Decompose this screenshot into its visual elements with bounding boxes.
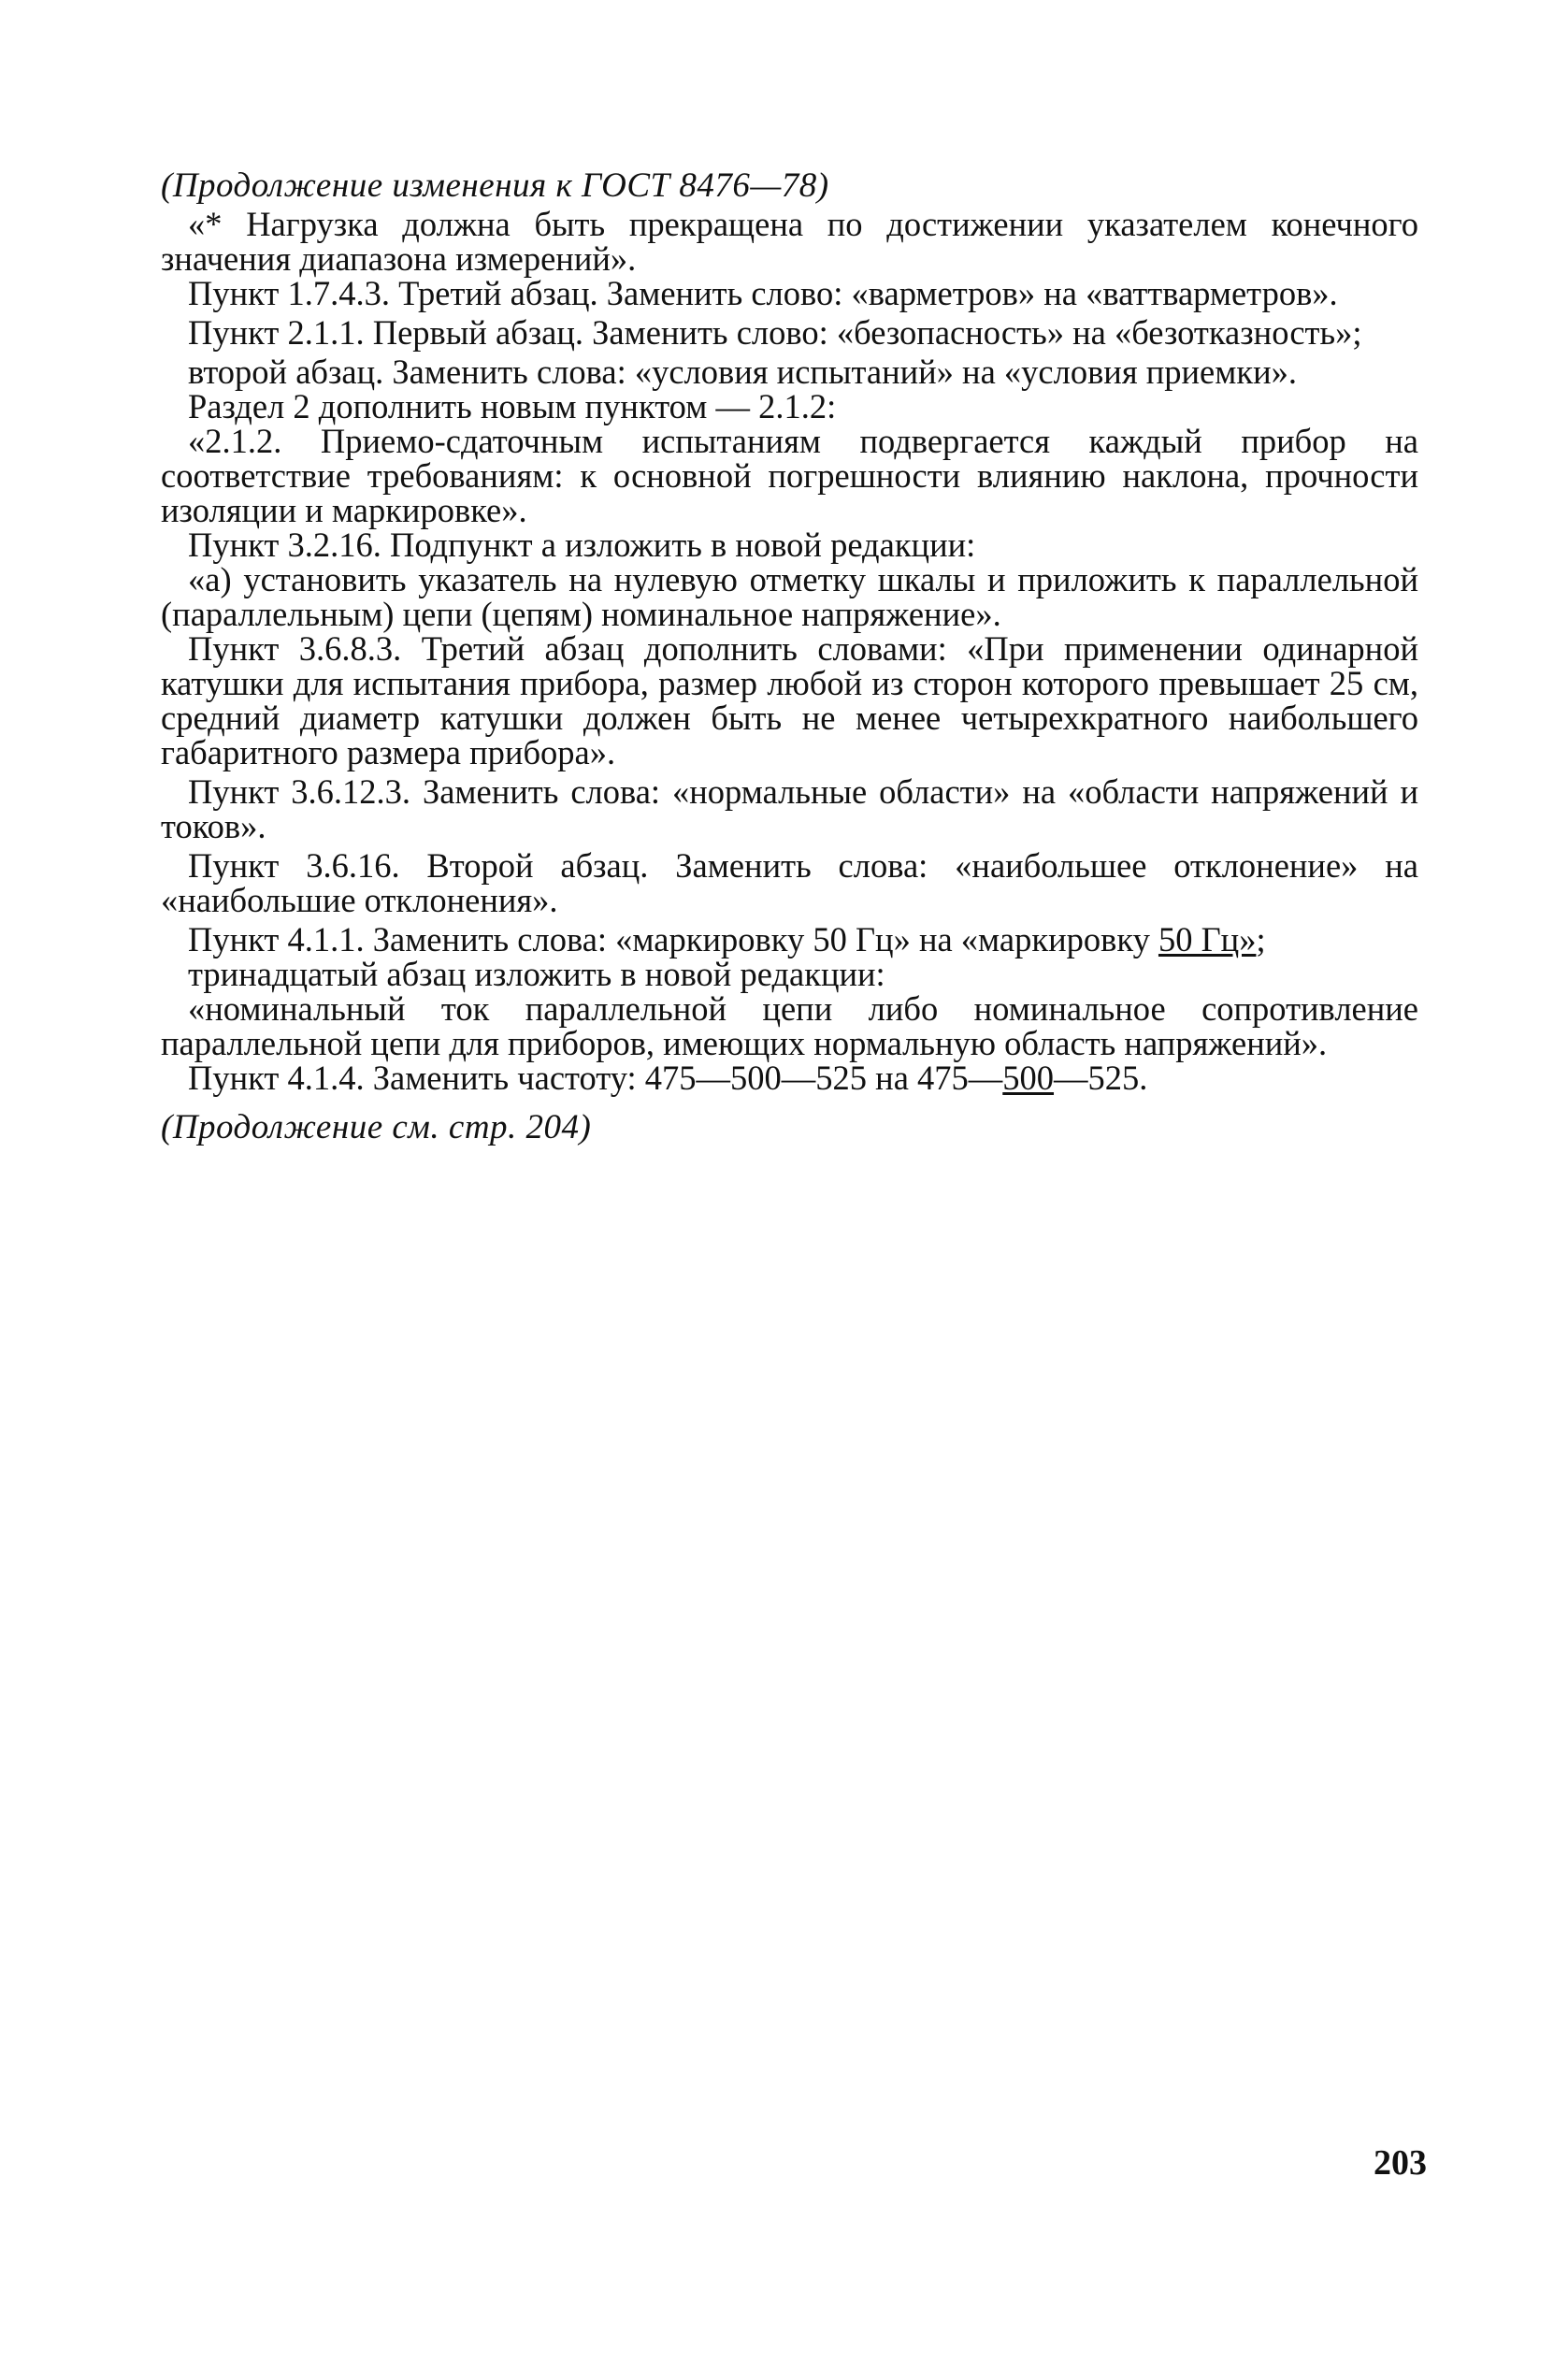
paragraph-nominal-current: «номинальный ток параллельной цепи либо номинальное сопротивление параллельной цепи для приборов, имеющих нормальную область напряжений».: [161, 989, 1418, 1062]
paragraph-2-1-1-second: второй абзац. Заменить слова: «условия испытаний» на «условия приемки».: [188, 353, 1298, 391]
continuation-header: (Продолжение изменения к ГОСТ 8476—78): [161, 166, 829, 205]
amendment-text: [161, 168, 1418, 1145]
page-number: 203: [1374, 2143, 1427, 2183]
paragraph-4-1-1-thirteenth: тринадцатый абзац изложить в новой редакции:: [188, 955, 885, 993]
paragraph-3-6-8-3: Пункт 3.6.8.3. Третий абзац дополнить словами: «При применении одинарной катушки для испытания прибора, размер любой из сторон которого превышает 25 см, средний диаметр катушки должен быть не менее четырехкратного наибольшего габаритного размера прибора».: [161, 629, 1418, 771]
underlined-text: 50 Гц»: [1158, 920, 1257, 959]
paragraph-3-6-12-3: Пункт 3.6.12.3. Заменить слова: «нормальные области» на «области напряжений и токов».: [161, 772, 1418, 845]
paragraph-section-2: Раздел 2 дополнить новым пунктом — 2.1.2:: [188, 387, 837, 425]
paragraph-3-6-16: Пункт 3.6.16. Второй абзац. Заменить слова: «наибольшее отклонение» на «наибольшие отклонения».: [161, 846, 1418, 919]
paragraph-load-note: «* Нагрузка должна быть прекращена по достижении указателем конечного значения диапазона измерений».: [161, 205, 1418, 278]
paragraph-4-1-4-end: —525.: [1054, 1059, 1148, 1097]
paragraph-2-1-2: «2.1.2. Приемо-сдаточным испытаниям подвергается каждый прибор на соответствие требованиям: к основной погрешности влиянию наклона, прочности изоляции и маркировке».: [161, 422, 1418, 529]
continuation-note: (Продолжение см. стр. 204): [161, 1108, 592, 1146]
paragraph-2-1-1: Пункт 2.1.1. Первый абзац. Заменить слово: «безопасность» на «безотказность»;: [188, 313, 1362, 352]
paragraph-1-7-4-3: Пункт 1.7.4.3. Третий абзац. Заменить слово: «варметров» на «ваттварметров».: [188, 274, 1338, 312]
paragraph-4-1-1-end: ;: [1256, 920, 1266, 959]
paragraph-4-1-1: [161, 922, 1418, 957]
paragraph-3-2-16: Пункт 3.2.16. Подпункт а изложить в новой редакции:: [188, 526, 976, 564]
paragraph-4-1-4-text: Пункт 4.1.4. Заменить частоту: 475—500—525 на 475—: [188, 1059, 1003, 1097]
paragraph-4-1-4: [161, 1060, 1418, 1095]
paragraph-3-2-16-a: «а) установить указатель на нулевую отметку шкалы и приложить к параллельной (параллельным) цепи (цепям) номинальное напряжение».: [161, 560, 1418, 633]
underlined-frequency: 500: [1002, 1059, 1055, 1097]
paragraph-4-1-1-text: Пункт 4.1.1. Заменить слова: «маркировку 50 Гц» на «маркировку: [188, 920, 1158, 959]
